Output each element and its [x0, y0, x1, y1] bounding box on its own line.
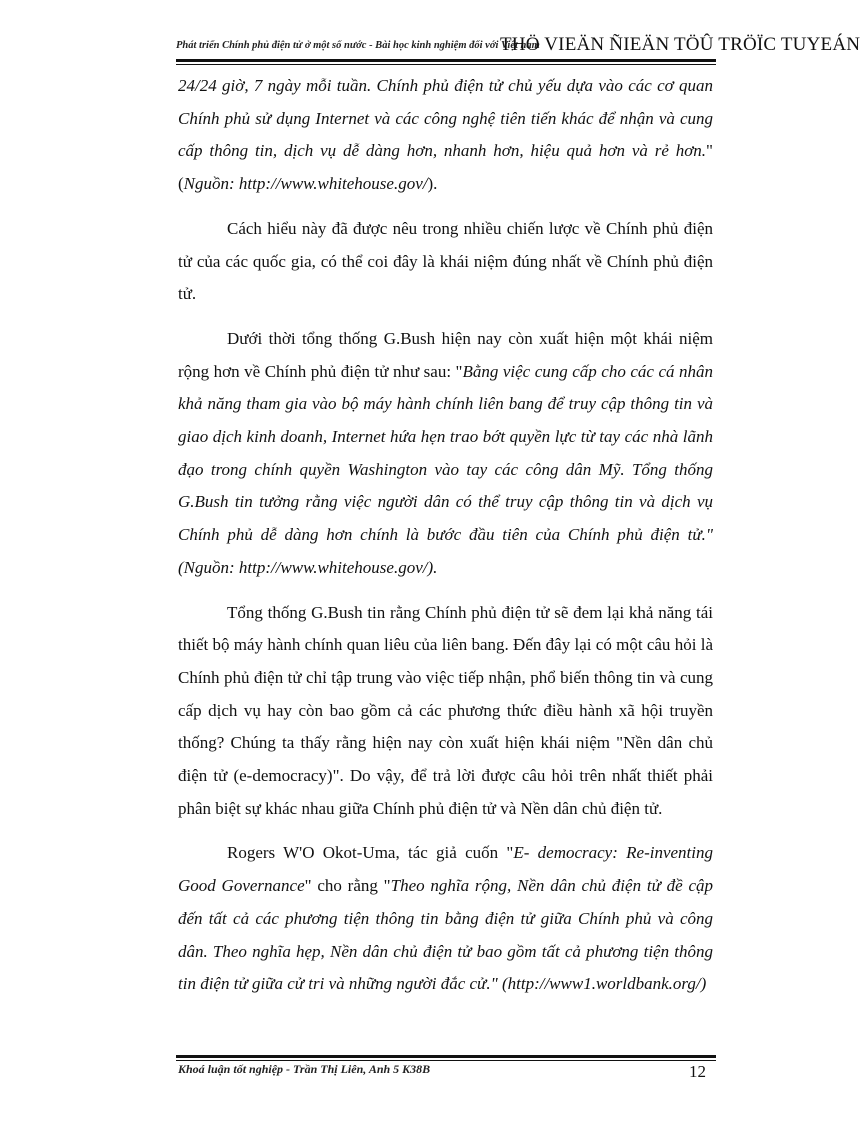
header-rule-thin [176, 64, 716, 65]
page-number: 12 [689, 1062, 706, 1081]
quote-text: Bằng việc cung cấp cho các cá nhân khả năng tham gia vào bộ máy hành chính liên bang để truy cập thông tin và giao dịch kinh doanh, Internet hứa hẹn trao bớt quyền lực từ tay các nhà lãnh đạo trong chính quyền Washington vào tay các công dân Mỹ. Tổng thống G.Bush tin tưởng rằng việc người dân có thể truy cập thông tin và dịch vụ Chính phủ dễ dàng hơn chính là bước đầu tiên của Chính phủ điện tử. [178, 361, 713, 545]
quote-close: " ( [178, 141, 713, 194]
footer-rule-thick [176, 1055, 716, 1058]
source-close: ). [427, 174, 438, 194]
paragraph-4: Tổng thống G.Bush tin rằng Chính phủ điện tử sẽ đem lại khả năng tái thiết bộ máy hành chính quan liêu của liên bang. Đến đây lại có một câu hỏi là Chính phủ điện tử chỉ tập trung vào việc tiếp nhận, phổ biến thông tin và cung cấp dịch vụ hay còn bao gồm cả các phương thức điều hành xã hội truyền thống? Chúng ta thấy rằng hiện nay còn xuất hiện khái niệm "Nền dân chủ điện tử (e-democracy)". Do vậy, để trả lời được câu hỏi trên nhất thiết phải phân biệt sự khác nhau giữa Chính phủ điện tử và Nền dân chủ điện tử. [178, 602, 713, 818]
paragraph-3 [178, 323, 713, 585]
paragraph-5 [178, 837, 713, 1001]
header-title: Phát triển Chính phủ điện tử ở một số nước - Bài học kinh nghiệm đối với Việt nam [176, 40, 540, 51]
header-watermark: THÖ VIEÄN ÑIEÄN TÖÛ TRÖÏC TUYEÁN [500, 34, 860, 55]
source-text: Nguồn: http://www.whitehouse.gov/ [183, 174, 428, 194]
paragraph-intro: Rogers W'O Okot-Uma, tác giả cuốn " [227, 843, 514, 863]
paragraph-1 [178, 70, 713, 201]
quote-text: 24/24 giờ, 7 ngày mỗi tuần. Chính phủ điện tử chủ yếu dựa vào các cơ quan Chính phủ sử dụng Internet và các công nghệ tiên tiến khác để nhận và cung cấp thông tin, dịch vụ dễ dàng hơn, nhanh hơn, hiệu quả hơn và rẻ hơn. [178, 76, 713, 161]
footer-rule-thin [176, 1060, 716, 1061]
footer-author: Khoá luận tốt nghiệp - Trần Thị Liên, Anh 5 K38B [178, 1062, 431, 1076]
book-title: E- democracy: Re-inventing Good Governance [178, 843, 713, 896]
header-rule-thick [176, 59, 716, 62]
quote-source: " (Nguồn: http://www.whitehouse.gov/). [178, 525, 713, 577]
document-body [178, 70, 713, 1013]
quote-text: Theo nghĩa rộng, Nền dân chủ điện tử đề cập đến tất cả các phương tiện thông tin bằng điện tử giữa Chính phủ và công dân. Theo nghĩa hẹp, Nền dân chủ điện tử bao gồm tất cả phương tiện thông tin điện tử giữa cử tri và những người đắc cử." (http://www1.worldbank.org/) [178, 876, 713, 994]
paragraph-intro: Dưới thời tổng thống G.Bush hiện nay còn xuất hiện một khái niệm rộng hơn về Chính phủ điện tử như sau: " [178, 328, 713, 381]
paragraph-2: Cách hiểu này đã được nêu trong nhiều chiến lược về Chính phủ điện tử của các quốc gia, có thể coi đây là khái niệm đúng nhất về Chính phủ điện tử. [178, 218, 713, 304]
paragraph-mid: " cho rằng " [304, 876, 391, 896]
